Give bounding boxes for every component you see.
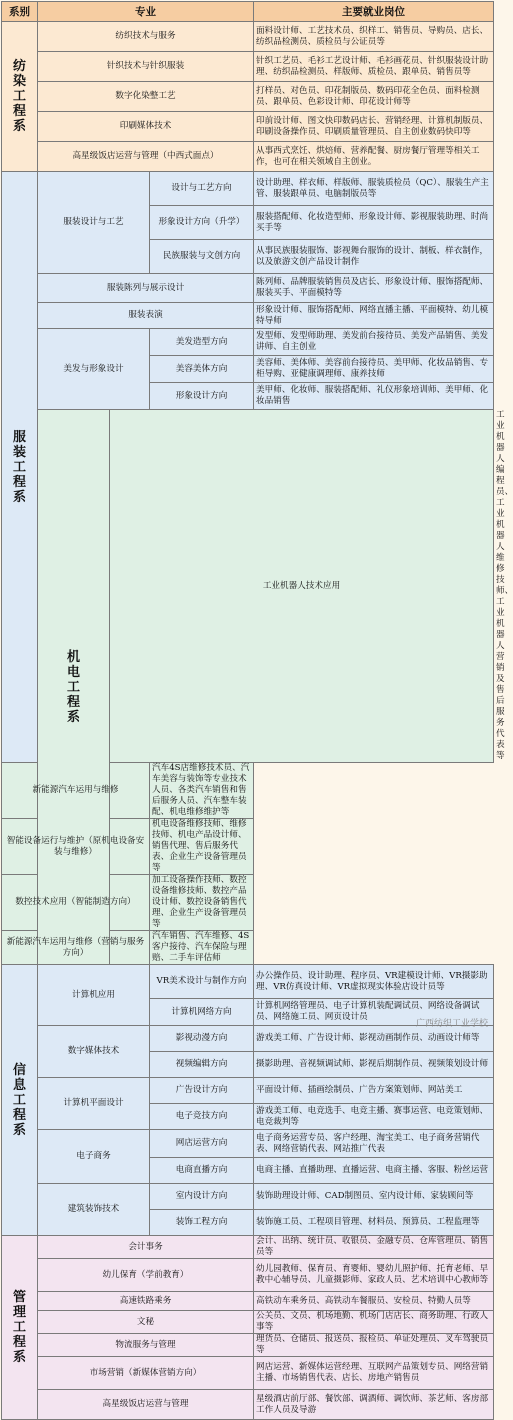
major-cell: 数字化染整工艺 — [38, 82, 254, 112]
major-cell: 工业机器人技术应用 — [110, 410, 494, 763]
jobs-cell: 会计、出纳、统计员、收银员、金融专员、仓库管理员、销售员等 — [254, 1236, 494, 1259]
direction-cell: 广告设计方向 — [150, 1078, 254, 1104]
direction-cell: 网店运营方向 — [150, 1130, 254, 1158]
jobs-cell: 服装搭配师、化妆造型师、形象设计师、影视服装助理、时尚买手等 — [254, 206, 494, 240]
dept-mgmt: 管 理 工 程 系 — [2, 1236, 38, 1420]
table-row — [2, 142, 494, 172]
jobs-cell: 面料设计师、工艺技术员、织样工、销售员、导购员、店长、纺织品检测员、质检员与公证员等 — [254, 22, 494, 52]
jobs-cell: 汽车销售、汽车维修、4S客户接待、汽车保险与理赔、二手车评估师 — [150, 931, 254, 965]
table-header-row — [2, 2, 494, 22]
watermark: 广西纺织工业学校 — [415, 1019, 488, 1029]
jobs-cell: 形象设计师、服饰搭配师、网络直播主播、平面模特、幼儿模特导师 — [254, 303, 494, 329]
direction-cell: 电子竞技方向 — [150, 1104, 254, 1130]
table-row — [2, 819, 494, 875]
jobs-cell: 机电设备维修技师、维修技师、机电产品设计师、销售代理、售后服务代表、企业生产设备管理员等 — [150, 819, 254, 875]
jobs-cell: 游戏美工师、广告设计师、影视动画制作员、动画设计师等 — [254, 1026, 494, 1052]
table-row — [2, 1259, 494, 1292]
direction-cell: 设计与工艺方向 — [150, 172, 254, 206]
direction-cell: 形象设计方向 — [150, 383, 254, 410]
header-major: 专业 — [38, 2, 254, 22]
majors-table — [1, 1, 513, 1420]
table-row — [2, 1026, 494, 1052]
direction-cell: 民族服装与文创方向 — [150, 240, 254, 274]
dept-textile: 纺 染 工 程 系 — [2, 22, 38, 172]
major-cell: 文秘 — [38, 1311, 254, 1334]
table-row — [2, 1130, 494, 1158]
direction-cell: VR美术设计与制作方向 — [150, 965, 254, 999]
table-row — [2, 1390, 494, 1420]
table-row — [2, 329, 494, 356]
jobs-cell: 办公操作员、设计助理、程序员、VR建模设计师、VR摄影助理、VR仿真设计师、VR虚拟现实体验店设计员等 — [254, 965, 494, 999]
jobs-cell: 针织工艺员、毛衫工艺设计师、毛衫画花员、针织服装设计助理、纺织品检测员、样版师、质检员、跟单员、销售员等 — [254, 52, 494, 82]
table-row — [2, 52, 494, 82]
major-cell: 高速铁路乘务 — [38, 1292, 254, 1311]
major-cell: 服装设计与工艺 — [38, 172, 150, 274]
table-row — [2, 1357, 494, 1390]
major-cell: 计算机应用 — [38, 965, 150, 1026]
jobs-cell: 发型师、发型师助理、美发前台接待员、美发产品销售、美发讲师、自主创业 — [254, 329, 494, 356]
major-cell: 数字媒体技术 — [38, 1026, 150, 1078]
table-row: 机 电 工 程 系 工业机器人技术应用 工业机器人编程员、工业机器人维修技师、工业机器人营销及售后服务代表等 — [2, 410, 494, 763]
jobs-cell: 从事西式烹饪、烘焙师、营养配餐、厨房餐厅管理等相关工作，也可在相关领域自主创业。 — [254, 142, 494, 172]
major-cell: 数控技术应用（智能制造方向） — [2, 875, 150, 931]
direction-cell: 美发造型方向 — [150, 329, 254, 356]
major-cell: 服装陈列与展示设计 — [38, 274, 254, 303]
major-cell: 建筑装饰技术 — [38, 1184, 150, 1236]
jobs-cell: 网店运营、新媒体运营经理、互联网产品策划专员、网络营销主播、市场销售代表、店长、房地产销售员 — [254, 1357, 494, 1390]
jobs-cell: 理货员、仓储员、报送员、报检员、单证处理员、叉车驾驶员等 — [254, 1334, 494, 1357]
jobs-cell: 电商主播、直播助理、直播运营、电商主播、客服、粉丝运营 — [254, 1158, 494, 1184]
table-row — [2, 763, 494, 819]
major-cell: 会计事务 — [38, 1236, 254, 1259]
table-row — [2, 1334, 494, 1357]
jobs-cell: 游戏美工师、电竞选手、电竞主播、赛事运营、电竞策划师、电竞裁判等 — [254, 1104, 494, 1130]
header-jobs: 主要就业岗位 — [254, 2, 494, 22]
jobs-cell: 加工设备操作技师、数控设备维修技师、数控产品设计师、数控设备销售代理、企业生产设备管理员等 — [150, 875, 254, 931]
dept-garment: 服 装 工 程 系 — [2, 172, 38, 763]
dept-mech: 机 电 工 程 系 — [38, 410, 110, 965]
jobs-cell: 美容师、美体师、美容前台接待员、美甲师、化妆品销售、专柜导购、亚健康调理师、康养技师 — [254, 356, 494, 383]
jobs-cell: 星级酒店前厅部、餐饮部、调酒师、调饮师、茶艺师、客房部工作人员及导游 — [254, 1390, 494, 1420]
jobs-cell: 幼儿园教师、保育员、育婴师、婴幼儿照护师、托育老师、早教中心辅导员、儿童摄影师、家政人员、艺术培训中心教师等 — [254, 1259, 494, 1292]
table-row — [2, 22, 494, 52]
direction-cell: 室内设计方向 — [150, 1184, 254, 1210]
major-cell: 美发与形象设计 — [38, 329, 150, 410]
table-row — [2, 112, 494, 142]
jobs-cell: 陈列师、品牌服装销售员及店长、形象设计师、服饰搭配师、服装买手、平面模特等 — [254, 274, 494, 303]
jobs-cell: 从事民族服装服饰、影视舞台服饰的设计、制板、样衣制作，以及旅游文创产品设计制作 — [254, 240, 494, 274]
major-cell: 高星级饭店运营与管理 — [38, 1390, 254, 1420]
table-row — [2, 1078, 494, 1104]
jobs-cell: 计算机网络管理员、电子计算机装配调试员、网络设备调试员、网络施工员、网页设计员 — [254, 999, 494, 1026]
table-row — [2, 931, 494, 965]
major-cell: 高星级饭店运营与管理（中西式面点） — [38, 142, 254, 172]
major-cell: 电子商务 — [38, 1130, 150, 1184]
table-row — [2, 1236, 494, 1259]
table-row — [2, 965, 494, 999]
table-row — [2, 82, 494, 112]
table-row — [2, 1311, 494, 1334]
direction-cell: 形象设计方向（升学） — [150, 206, 254, 240]
jobs-cell: 摄影助理、音视频调试师、影视后期制作员、视频策划设计师 — [254, 1052, 494, 1078]
dept-info: 信 息 工 程 系 — [2, 965, 38, 1236]
jobs-cell: 装饰施工员、工程项目管理、材料员、预算员、工程监理等 — [254, 1210, 494, 1236]
jobs-cell: 设计助理、样衣师、样版师、服装质检员（QC）、服装生产主管、服装跟单员、电脑制版员等 — [254, 172, 494, 206]
table-row — [2, 274, 494, 303]
major-cell: 市场营销（新媒体营销方向） — [38, 1357, 254, 1390]
major-cell: 印刷媒体技术 — [38, 112, 254, 142]
jobs-cell: 电子商务运营专员、客户经理、淘宝美工、电子商务营销代表、网络营销代表、网站推广代表 — [254, 1130, 494, 1158]
major-cell: 智能设备运行与维护（原机电设备安装与维修） — [2, 819, 150, 875]
direction-cell: 视频编辑方向 — [150, 1052, 254, 1078]
direction-cell: 计算机网络方向 — [150, 999, 254, 1026]
jobs-cell: 高铁动车乘务员、高铁动车餐服员、安检员、特勤人员等 — [254, 1292, 494, 1311]
table-row — [2, 1292, 494, 1311]
table-row — [2, 875, 494, 931]
major-cell: 幼儿保育（学前教育） — [38, 1259, 254, 1292]
table-row — [2, 303, 494, 329]
direction-cell: 影视动漫方向 — [150, 1026, 254, 1052]
major-cell: 纺织技术与服务 — [38, 22, 254, 52]
major-cell: 服装表演 — [38, 303, 254, 329]
jobs-cell: 公关员、文员、机场地勤、机场门店店长、商务助理、行政人事等 — [254, 1311, 494, 1334]
table-row — [2, 172, 494, 206]
direction-cell: 电商直播方向 — [150, 1158, 254, 1184]
direction-cell: 美容美体方向 — [150, 356, 254, 383]
major-cell: 物流服务与管理 — [38, 1334, 254, 1357]
major-cell: 计算机平面设计 — [38, 1078, 150, 1130]
jobs-cell: 装饰助理设计师、CAD制图员、室内设计师、家装顾问等 — [254, 1184, 494, 1210]
direction-cell: 装饰工程方向 — [150, 1210, 254, 1236]
jobs-cell: 打样员、对色员、印花制版员、数码印花全色员、面料检测员、跟单员、色彩设计师、印花设计师等 — [254, 82, 494, 112]
jobs-cell: 印前设计师、图文快印数码店长、营销经理、计算机制版员、印刷设备操作员、印刷质量管理员、自主创业数码快印等 — [254, 112, 494, 142]
jobs-cell: 美甲师、化妆师、服装搭配师、礼仪形象培训师、美甲师、化妆品销售 — [254, 383, 494, 410]
major-cell: 针织技术与针织服装 — [38, 52, 254, 82]
major-cell: 新能源汽车运用与维修（营销与服务方向） — [2, 931, 150, 965]
jobs-cell: 平面设计师、插画绘制员、广告方案策划师、网站美工 — [254, 1078, 494, 1104]
jobs-cell: 汽车4S店维修技术员、汽车美容与装饰等专业技术人员、各类汽车销售和售后服务人员、汽车整车装配、机电维修维护等 — [150, 763, 254, 819]
header-dept: 系别 — [2, 2, 38, 22]
major-cell: 新能源汽车运用与维修 — [2, 763, 150, 819]
table-row — [2, 1184, 494, 1210]
